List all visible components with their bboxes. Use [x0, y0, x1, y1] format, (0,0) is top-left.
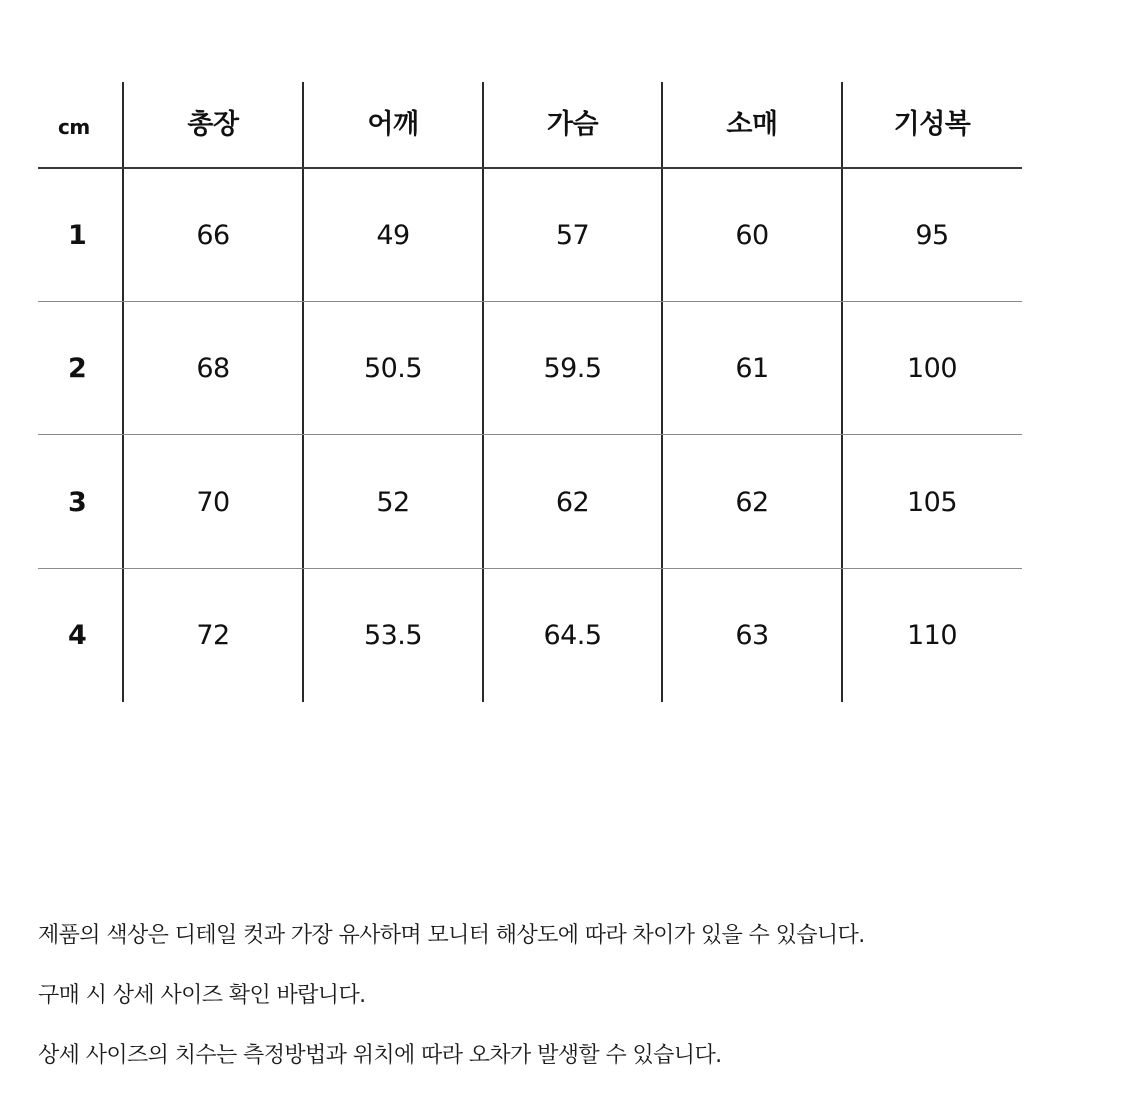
header-length: 총장 — [187, 108, 239, 140]
table-header-row — [38, 82, 1022, 168]
size-label: 1 — [68, 219, 87, 251]
unit-label: cm — [58, 115, 90, 139]
table-cell: 49 — [376, 219, 410, 251]
table-row — [38, 302, 1022, 435]
size-label: 2 — [68, 353, 87, 384]
size-table — [38, 82, 1022, 702]
notice-size-check: 구매 시 상세 사이즈 확인 바랍니다. — [38, 983, 366, 1008]
table-cell: 95 — [915, 219, 949, 251]
table-cell: 57 — [555, 219, 590, 251]
table-cell: 100 — [906, 353, 958, 384]
size-label: 3 — [68, 486, 87, 518]
table-cell: 70 — [196, 486, 230, 518]
table-cell: 62 — [555, 486, 590, 518]
table-cell: 50.5 — [363, 353, 423, 384]
header-ready-made: 기성복 — [893, 108, 971, 140]
table-cell: 66 — [196, 219, 230, 251]
table-cell: 59.5 — [543, 353, 602, 384]
table-cell: 53.5 — [363, 620, 423, 651]
table-cell: 64.5 — [543, 620, 602, 651]
notice-measurement: 상세 사이즈의 치수는 측정방법과 위치에 따라 오차가 발생할 수 있습니다. — [38, 1043, 722, 1068]
table-cell: 60 — [735, 219, 769, 251]
header-chest: 가슴 — [546, 108, 599, 140]
table-row — [38, 435, 1022, 569]
header-sleeve: 소매 — [726, 108, 778, 140]
size-label: 4 — [68, 620, 87, 651]
table-cell: 52 — [376, 486, 410, 518]
table-row — [38, 168, 1022, 302]
table-cell: 110 — [906, 620, 958, 651]
notice-color: 제품의 색상은 디테일 컷과 가장 유사하며 모니터 해상도에 따라 차이가 있을 수 있습니다. — [38, 923, 865, 948]
table-row — [38, 569, 1022, 702]
table-cell: 61 — [735, 353, 769, 384]
table-cell: 68 — [196, 353, 230, 384]
table-cell: 63 — [735, 620, 769, 651]
header-shoulder: 어깨 — [367, 108, 419, 140]
table-cell: 62 — [735, 486, 769, 518]
table-cell: 72 — [196, 620, 230, 651]
table-cell: 105 — [906, 486, 958, 518]
